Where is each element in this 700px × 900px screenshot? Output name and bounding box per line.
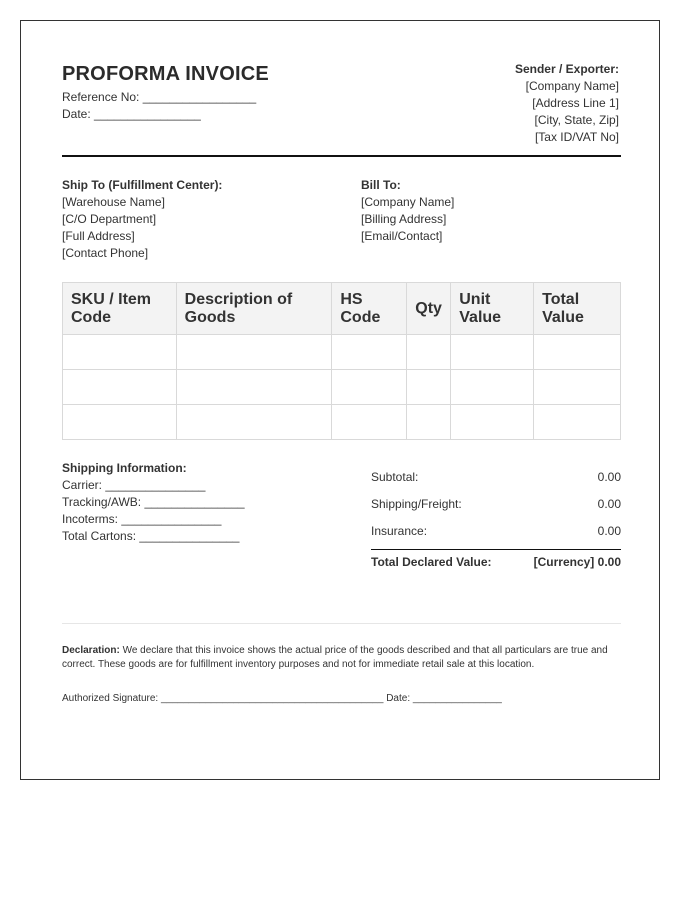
- sender-tax-id: [Tax ID/VAT No]: [534, 130, 619, 144]
- total-declared-label: Total Declared Value:: [371, 555, 492, 569]
- table-cell: [332, 335, 407, 370]
- bill-to-contact: [Email/Contact]: [361, 229, 443, 243]
- total-declared-row: [371, 555, 621, 569]
- sender-label: Sender / Exporter:: [514, 62, 619, 76]
- table-cell: [332, 370, 407, 405]
- table-cell: [534, 405, 621, 440]
- bill-to-company: [Company Name]: [361, 195, 455, 209]
- table-cell: [534, 370, 621, 405]
- totals-block: [371, 463, 621, 569]
- ship-to-address: [Full Address]: [62, 229, 135, 243]
- carrier-field: Carrier: _______________: [62, 478, 206, 492]
- table-cell: [451, 405, 534, 440]
- signature-line: [62, 693, 502, 704]
- invoice-title: PROFORMA INVOICE: [62, 63, 269, 85]
- shipping-freight-label: Shipping/Freight:: [371, 496, 462, 511]
- table-cell: [534, 335, 621, 370]
- subtotal-row: [371, 463, 621, 490]
- header-divider: [62, 155, 621, 157]
- col-description-header: Description of Goods: [176, 283, 332, 335]
- ship-to-department: [C/O Department]: [62, 212, 157, 226]
- declaration-label: Declaration:: [62, 645, 120, 656]
- totals-divider: [371, 549, 621, 550]
- reference-block: [62, 89, 256, 123]
- shipping-freight-value: 0.00: [597, 496, 621, 511]
- insurance-value: 0.00: [597, 523, 621, 538]
- table-cell: [407, 335, 451, 370]
- invoice-page: [20, 20, 660, 780]
- bill-to-label: Bill To:: [361, 178, 401, 192]
- bill-to-address: [Billing Address]: [361, 212, 447, 226]
- shipping-info-block: [62, 460, 245, 545]
- table-row: [63, 405, 621, 440]
- table-row: [63, 335, 621, 370]
- date-field: Date: ________________: [62, 107, 201, 121]
- subtotal-value: 0.00: [597, 469, 621, 484]
- col-total-value-header: Total Value: [534, 283, 621, 335]
- table-cell: [407, 370, 451, 405]
- ship-to-warehouse: [Warehouse Name]: [62, 195, 165, 209]
- total-cartons-field: Total Cartons: _______________: [62, 529, 240, 543]
- sender-block: [515, 61, 619, 146]
- col-sku-header: SKU / Item Code: [63, 283, 177, 335]
- sender-company: [Company Name]: [525, 79, 619, 93]
- table-cell: [63, 335, 177, 370]
- table-cell: [63, 370, 177, 405]
- col-unit-value-header: Unit Value: [451, 283, 534, 335]
- tracking-field: Tracking/AWB: _______________: [62, 495, 245, 509]
- total-declared-value: [Currency] 0.00: [533, 555, 621, 569]
- shipping-info-label: Shipping Information:: [62, 461, 187, 475]
- table-cell: [176, 405, 332, 440]
- insurance-label: Insurance:: [371, 523, 428, 538]
- shipping-freight-row: [371, 490, 621, 517]
- table-cell: [332, 405, 407, 440]
- table-cell: [176, 335, 332, 370]
- authorized-signature-field: Authorized Signature: ________________________________________: [62, 693, 384, 704]
- footer-divider: [62, 623, 621, 624]
- table-cell: [63, 405, 177, 440]
- subtotal-label: Subtotal:: [371, 469, 419, 484]
- bill-to-block: [361, 177, 454, 245]
- table-cell: [176, 370, 332, 405]
- table-row: [63, 370, 621, 405]
- sender-city: [City, State, Zip]: [534, 113, 619, 127]
- sender-address: [Address Line 1]: [532, 96, 619, 110]
- reference-no-field: Reference No: _________________: [62, 90, 257, 104]
- insurance-row: [371, 517, 621, 544]
- declaration: [62, 644, 621, 672]
- incoterms-field: Incoterms: _______________: [62, 512, 222, 526]
- col-qty-header: Qty: [407, 283, 451, 335]
- ship-to-label: Ship To (Fulfillment Center):: [62, 178, 223, 192]
- table-cell: [451, 335, 534, 370]
- col-hs-code-header: HS Code: [332, 283, 407, 335]
- ship-to-phone: [Contact Phone]: [62, 246, 149, 260]
- declaration-text: We declare that this invoice shows the actual price of the goods described and that all particulars are true and correct. These goods are for fulfillment inventory purposes and not for immediate retail sale at this location.: [62, 645, 608, 670]
- table-cell: [407, 405, 451, 440]
- ship-to-block: [62, 177, 222, 262]
- table-header-row: [63, 283, 621, 335]
- table-cell: [451, 370, 534, 405]
- signature-date-field: Date: ________________: [383, 693, 502, 704]
- line-items-table: [62, 282, 621, 440]
